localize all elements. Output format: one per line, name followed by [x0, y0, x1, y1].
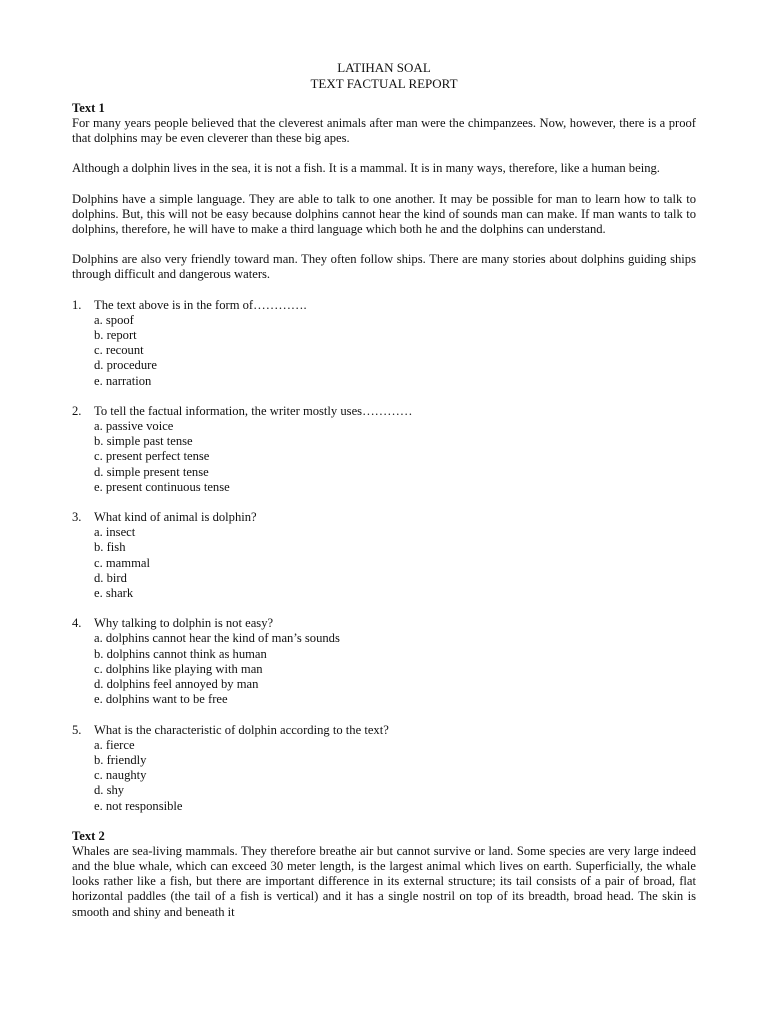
text1-paragraph-1: For many years people believed that the cleverest animals after man were the chimpanzees. Now, however, there is a proof that dolphins may be even cleverer than these big apes.	[72, 116, 696, 146]
option-item: c. dolphins like playing with man	[94, 661, 263, 676]
question-number: 4.	[72, 616, 82, 631]
question-2	[72, 404, 696, 495]
document-title-line2: TEXT FACTUAL REPORT	[310, 76, 458, 91]
option-item: e. not responsible	[94, 798, 183, 813]
question-3	[72, 510, 696, 601]
option-item: d. dolphins feel annoyed by man	[94, 677, 259, 692]
title-block	[72, 60, 696, 92]
option-item: a. fierce	[94, 737, 135, 752]
question-number: 5.	[72, 722, 82, 737]
options-list	[72, 631, 696, 707]
question-1	[72, 298, 696, 389]
option-item: e. narration	[94, 373, 152, 388]
text2-heading: Text 2	[72, 828, 105, 843]
options-list	[72, 525, 696, 601]
option-item: c. recount	[94, 343, 144, 358]
question-text: To tell the factual information, the writer mostly uses…………	[94, 403, 413, 418]
text1-paragraph-3: Dolphins have a simple language. They are able to talk to one another. It may be possible for man to learn how to talk to dolphins. But, this will not be easy because dolphins cannot hear the kind of sounds man can make. If man wants to talk to dolphins, therefore, he will have to make a third language which both he and the dolphins can understand.	[72, 191, 696, 237]
option-item: e. dolphins want to be free	[94, 692, 228, 707]
question-number: 1.	[72, 297, 82, 312]
options-list	[72, 738, 696, 814]
question-text: What is the characteristic of dolphin according to the text?	[94, 722, 389, 737]
option-item: a. spoof	[94, 312, 134, 327]
option-item: d. simple present tense	[94, 464, 209, 479]
question-text: The text above is in the form of………….	[94, 297, 307, 312]
text1-paragraph-4: Dolphins are also very friendly toward man. They often follow ships. There are many stories about dolphins guiding ships through difficult and dangerous waters.	[72, 252, 696, 282]
option-item: a. passive voice	[94, 419, 174, 434]
options-list	[72, 419, 696, 495]
option-item: c. present perfect tense	[94, 449, 210, 464]
option-item: e. shark	[94, 586, 134, 601]
option-item: b. dolphins cannot think as human	[94, 646, 267, 661]
option-item: d. bird	[94, 570, 127, 585]
option-item: a. insect	[94, 525, 136, 540]
question-5	[72, 723, 696, 814]
option-item: d. procedure	[94, 358, 157, 373]
question-text: Why talking to dolphin is not easy?	[94, 616, 274, 631]
option-item: b. simple past tense	[94, 434, 193, 449]
option-item: a. dolphins cannot hear the kind of man’s sounds	[94, 631, 340, 646]
options-list	[72, 313, 696, 389]
option-item: b. fish	[94, 540, 126, 555]
text1-heading: Text 1	[72, 101, 105, 115]
text1-section	[72, 101, 696, 283]
option-item: d. shy	[94, 783, 125, 798]
question-4	[72, 616, 696, 707]
question-text: What kind of animal is dolphin?	[94, 510, 257, 525]
option-item: b. report	[94, 328, 137, 343]
question-number: 2.	[72, 403, 82, 418]
text2-paragraph: Whales are sea-living mammals. They therefore breathe air but cannot survive or land. Some species are very large indeed and the blue whale, which can exceed 30 meter length, is the largest animal which lives on earth. Superficially, the whale looks rather like a fish, but there are important difference in its external structure; its tail consists of a pair of broad, flat horizontal paddles (the tail of a fish is vertical) and it has a single nostril on top of its breadth, broad head. The skin is smooth and shiny and beneath it	[72, 843, 696, 919]
option-item: b. friendly	[94, 752, 147, 767]
option-item: c. naughty	[94, 768, 147, 783]
document-title-line1: LATIHAN SOAL	[337, 60, 431, 75]
option-item: e. present continuous tense	[94, 479, 230, 494]
option-item: c. mammal	[94, 555, 150, 570]
text2-section	[72, 829, 696, 920]
text1-paragraph-2: Although a dolphin lives in the sea, it is not a fish. It is a mammal. It is in many ways, therefore, like a human being.	[72, 161, 660, 176]
question-number: 3.	[72, 510, 82, 525]
questions-section	[72, 298, 696, 814]
